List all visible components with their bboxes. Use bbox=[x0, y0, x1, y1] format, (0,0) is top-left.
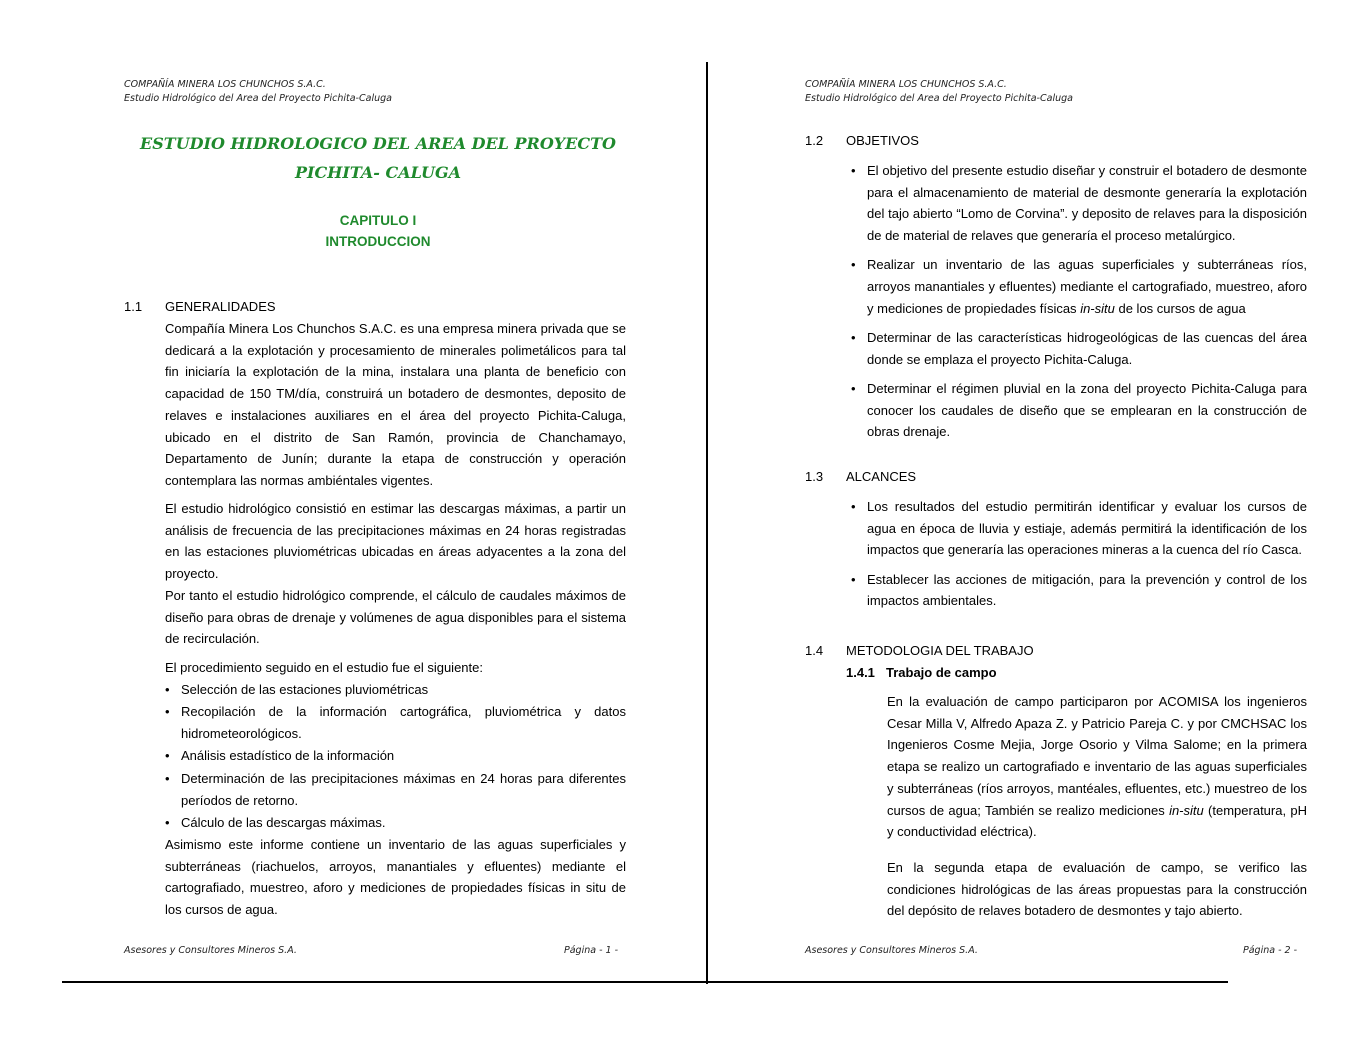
header-study: Estudio Hidrológico del Area del Proyecto Pichita-Caluga bbox=[805, 93, 1073, 104]
document-title bbox=[60, 129, 696, 187]
chapter-heading bbox=[60, 210, 696, 252]
page-header bbox=[124, 78, 392, 106]
list-item: • Análisis estadístico de la información bbox=[165, 748, 395, 764]
page-number: Página - 2 - bbox=[1243, 945, 1298, 956]
list-item: • Determinación de las precipitaciones máximas en 24 horas para diferentes períodos de retorno. bbox=[165, 770, 626, 808]
list-item: • Selección de las estaciones pluviométricas bbox=[165, 682, 429, 697]
paragraph: Asimismo este informe contiene un inventario de las aguas superficiales y subterráneas (riachuelos, arroyos, manantiales y efluentes) mediante el cartografiado, muestreo, aforo y mediciones de propiedades físicas in situ de los cursos de agua. bbox=[165, 837, 626, 918]
title-line-2: PICHITA- CALUGA bbox=[294, 163, 462, 182]
footer-consultant: Asesores y Consultores Mineros S.A. bbox=[805, 945, 978, 956]
section-number: 1.3 bbox=[805, 469, 824, 484]
header-study: Estudio Hidrológico del Area del Proyecto Pichita-Caluga bbox=[124, 93, 392, 104]
list-item: • Cálculo de las descargas máximas. bbox=[165, 814, 386, 830]
header-company: COMPAÑÍA MINERA LOS CHUNCHOS S.A.C. bbox=[805, 79, 1007, 90]
page-header bbox=[805, 78, 1073, 106]
title-line-1: ESTUDIO HIDROLOGICO DEL AREA DEL PROYECTO bbox=[140, 134, 616, 153]
section-title: GENERALIDADES bbox=[165, 299, 276, 314]
section-number: 1.4 bbox=[805, 643, 824, 658]
paragraph: El estudio hidrológico consistió en estimar las descargas máximas, a partir un análisis de frecuencia de las precipitaciones máximas en 24 horas registradas en las estaciones pluviométricas ubicadas en áreas adyacentes a la zona del proyecto. bbox=[165, 501, 626, 582]
scope-list bbox=[851, 496, 1307, 620]
section-number: 1.1 bbox=[124, 299, 143, 314]
chapter-label: CAPITULO I bbox=[339, 213, 417, 228]
list-item: • Los resultados del estudio permitirán identificar y evaluar los cursos de agua en época de lluvia y estiaje, además permitirá la identificación de los impactos que generaría las operaciones mineras a la cuenca del río Casca. bbox=[851, 499, 1307, 558]
section-title: ALCANCES bbox=[846, 469, 917, 484]
paragraph: El procedimiento seguido en el estudio fue el siguiente: bbox=[165, 660, 483, 675]
list-item: • El objetivo del presente estudio diseñar y construir el botadero de desmonte para el almacenamiento de material de desmonte generaría la explotación del tajo abierto “Lomo de Corvina”. y deposito de relaves para la disposición de de material de relaves que generaría el proceso metalúrgico. bbox=[851, 163, 1307, 244]
list-item: • Recopilación de la información cartográfica, pluviométrica y datos hidrometeorológicos. bbox=[165, 704, 626, 742]
paragraph: Compañía Minera Los Chunchos S.A.C. es una empresa minera privada que se dedicará a la explotación y procesamiento de minerales polimetálicos para tal fin iniciaría la explotación de la mina, instalara una planta de beneficio con capacidad de 150 TM/día, construirá un botadero de desmontes, deposito de relaves e instalaciones auxiliares en el área del proyecto Pichita-Caluga, ubicado en el distrito de San Ramón, provincia de Chanchamayo, Departamento de Junín; durante la etapa de construcción y operación contemplara las normas ambiéntales vigentes. bbox=[165, 321, 626, 488]
subsection-title: Trabajo de campo bbox=[886, 665, 997, 680]
procedure-list bbox=[165, 679, 626, 834]
objectives-list bbox=[851, 160, 1307, 450]
paragraph: En la segunda etapa de evaluación de campo, se verifico las condiciones hidrológicas de las áreas propuestas para la construcción del depósito de relaves botadero de desmontes y tajo abierto. bbox=[887, 860, 1307, 919]
list-item: • Establecer las acciones de mitigación, para la prevención y control de los impactos ambientales. bbox=[851, 571, 1307, 609]
section-number: 1.2 bbox=[805, 133, 824, 148]
paragraph: En la evaluación de campo participaron por ACOMISA los ingenieros Cesar Milla V, Alfredo Apaza Z. y Patricio Pareja C. y por CMCHSAC los Ingenieros Cosme Mejia, Jorge Osorio y Vilma Salome; en la primera etapa se realizo un cartografiado e inventario de las aguas superficiales y subterráneas (ríos arroyos, mantéales, efluentes, etc.) muestreo de los cursos de agua; También se realizo mediciones in-situ (temperatura, pH y conductividad eléctrica). bbox=[887, 694, 1307, 840]
header-company: COMPAÑÍA MINERA LOS CHUNCHOS S.A.C. bbox=[124, 79, 326, 90]
subsection-number: 1.4.1 bbox=[846, 665, 875, 680]
list-item: • Determinar de las características hidrogeológicas de las cuencas del área donde se emplaza el proyecto Pichita-Caluga. bbox=[851, 329, 1307, 367]
page-2 bbox=[708, 0, 1369, 1045]
paragraph: Por tanto el estudio hidrológico comprende, el cálculo de caudales máximos de diseño para obras de drenaje y volúmenes de agua disponibles para el sistema de recirculación. bbox=[165, 588, 626, 647]
section-title: METODOLOGIA DEL TRABAJO bbox=[846, 643, 1034, 658]
list-item: • Realizar un inventario de las aguas superficiales y subterráneas ríos, arroyos manantiales y efluentes) mediante el cartografiado, muestreo, aforo y mediciones de propiedades físicas in-situ de los cursos de agua bbox=[851, 257, 1307, 316]
section-title: OBJETIVOS bbox=[846, 133, 919, 148]
footer-consultant: Asesores y Consultores Mineros S.A. bbox=[124, 945, 297, 956]
page-number: Página - 1 - bbox=[564, 945, 619, 956]
chapter-title: INTRODUCCION bbox=[325, 234, 431, 249]
list-item: • Determinar el régimen pluvial en la zona del proyecto Pichita-Caluga para conocer los caudales de diseño que se emplearan en la construcción de obras drenaje. bbox=[851, 380, 1307, 440]
